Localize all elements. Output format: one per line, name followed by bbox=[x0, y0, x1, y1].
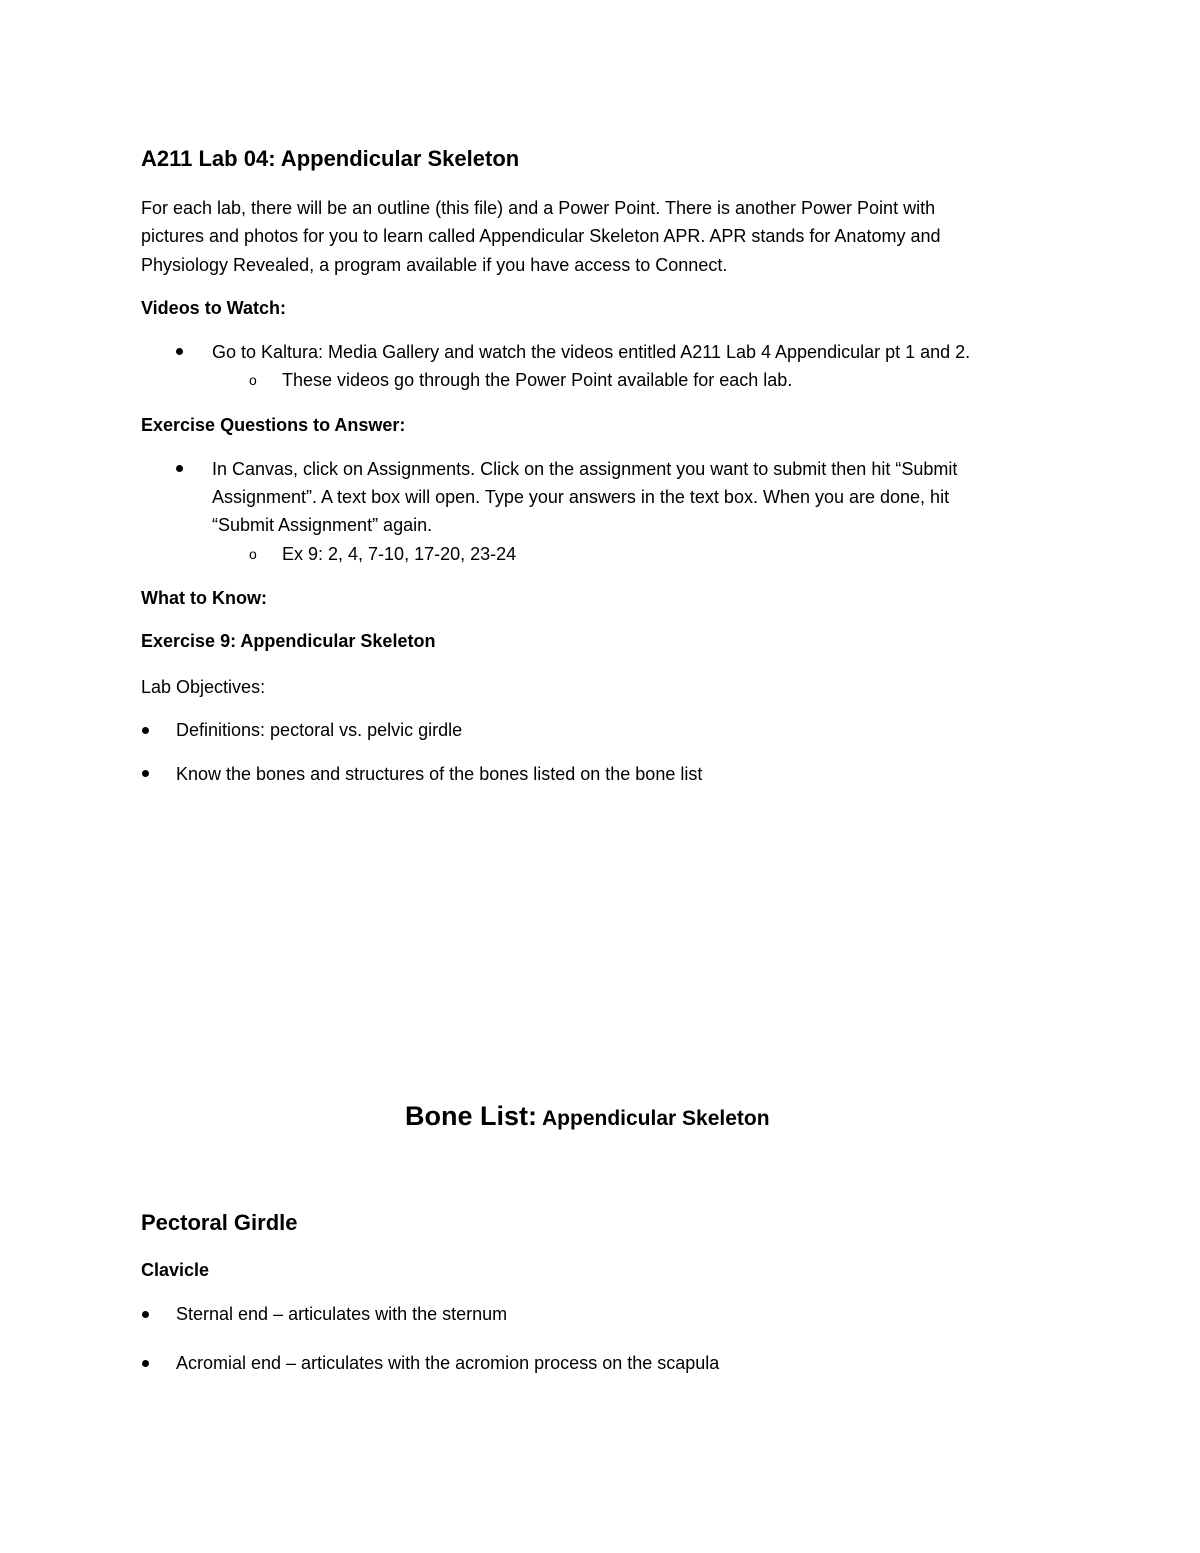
bone-list-title-sub: Appendicular Skeleton bbox=[542, 1107, 770, 1130]
document-title: A211 Lab 04: Appendicular Skeleton bbox=[141, 146, 520, 171]
objectives-heading: Lab Objectives: bbox=[141, 677, 266, 697]
intro-line-1: For each lab, there will be an outline (this file) and a Power Point. There is another Power Point with bbox=[141, 198, 936, 218]
bone-heading-clavicle: Clavicle bbox=[141, 1260, 210, 1280]
videos-subitem: These videos go through the Power Point available for each lab. bbox=[282, 370, 793, 390]
objective-item: Definitions: pectoral vs. pelvic girdle bbox=[176, 720, 463, 740]
exercise9-heading: Exercise 9: Appendicular Skeleton bbox=[141, 631, 436, 651]
bone-structure-item: Sternal end – articulates with the sternum bbox=[176, 1304, 508, 1324]
bullet-icon bbox=[176, 465, 183, 472]
sub-bullet-icon: o bbox=[249, 546, 257, 562]
videos-item: Go to Kaltura: Media Gallery and watch the videos entitled A211 Lab 4 Appendicular pt 1 and 2. bbox=[212, 342, 971, 362]
exercise-item-line-1: In Canvas, click on Assignments. Click on the assignment you want to submit then hit “Submit bbox=[212, 459, 958, 479]
bullet-icon bbox=[142, 727, 149, 734]
videos-heading: Videos to Watch: bbox=[141, 298, 287, 318]
exercise-item-line-3: “Submit Assignment” again. bbox=[212, 515, 433, 535]
objective-item: Know the bones and structures of the bones listed on the bone list bbox=[176, 764, 703, 784]
bone-list-title bbox=[405, 1098, 770, 1137]
bone-list-title-main: Bone List: bbox=[405, 1101, 537, 1131]
bullet-icon bbox=[142, 770, 149, 777]
intro-line-3: Physiology Revealed, a program available if you have access to Connect. bbox=[141, 255, 728, 275]
bone-structure-item: Acromial end – articulates with the acromion process on the scapula bbox=[176, 1353, 720, 1373]
exercise-heading: Exercise Questions to Answer: bbox=[141, 415, 406, 435]
what-to-know-heading: What to Know: bbox=[141, 588, 267, 608]
bullet-icon bbox=[142, 1311, 149, 1318]
bullet-icon bbox=[176, 348, 183, 355]
bullet-icon bbox=[142, 1360, 149, 1367]
sub-bullet-icon: o bbox=[249, 372, 257, 388]
exercise-subitem: Ex 9: 2, 4, 7-10, 17-20, 23-24 bbox=[282, 544, 517, 564]
section-heading-pectoral-girdle: Pectoral Girdle bbox=[141, 1210, 298, 1235]
intro-line-2: pictures and photos for you to learn called Appendicular Skeleton APR. APR stands for Anatomy and bbox=[141, 226, 941, 246]
exercise-item-line-2: Assignment”. A text box will open. Type your answers in the text box. When you are done, hit bbox=[212, 487, 950, 507]
